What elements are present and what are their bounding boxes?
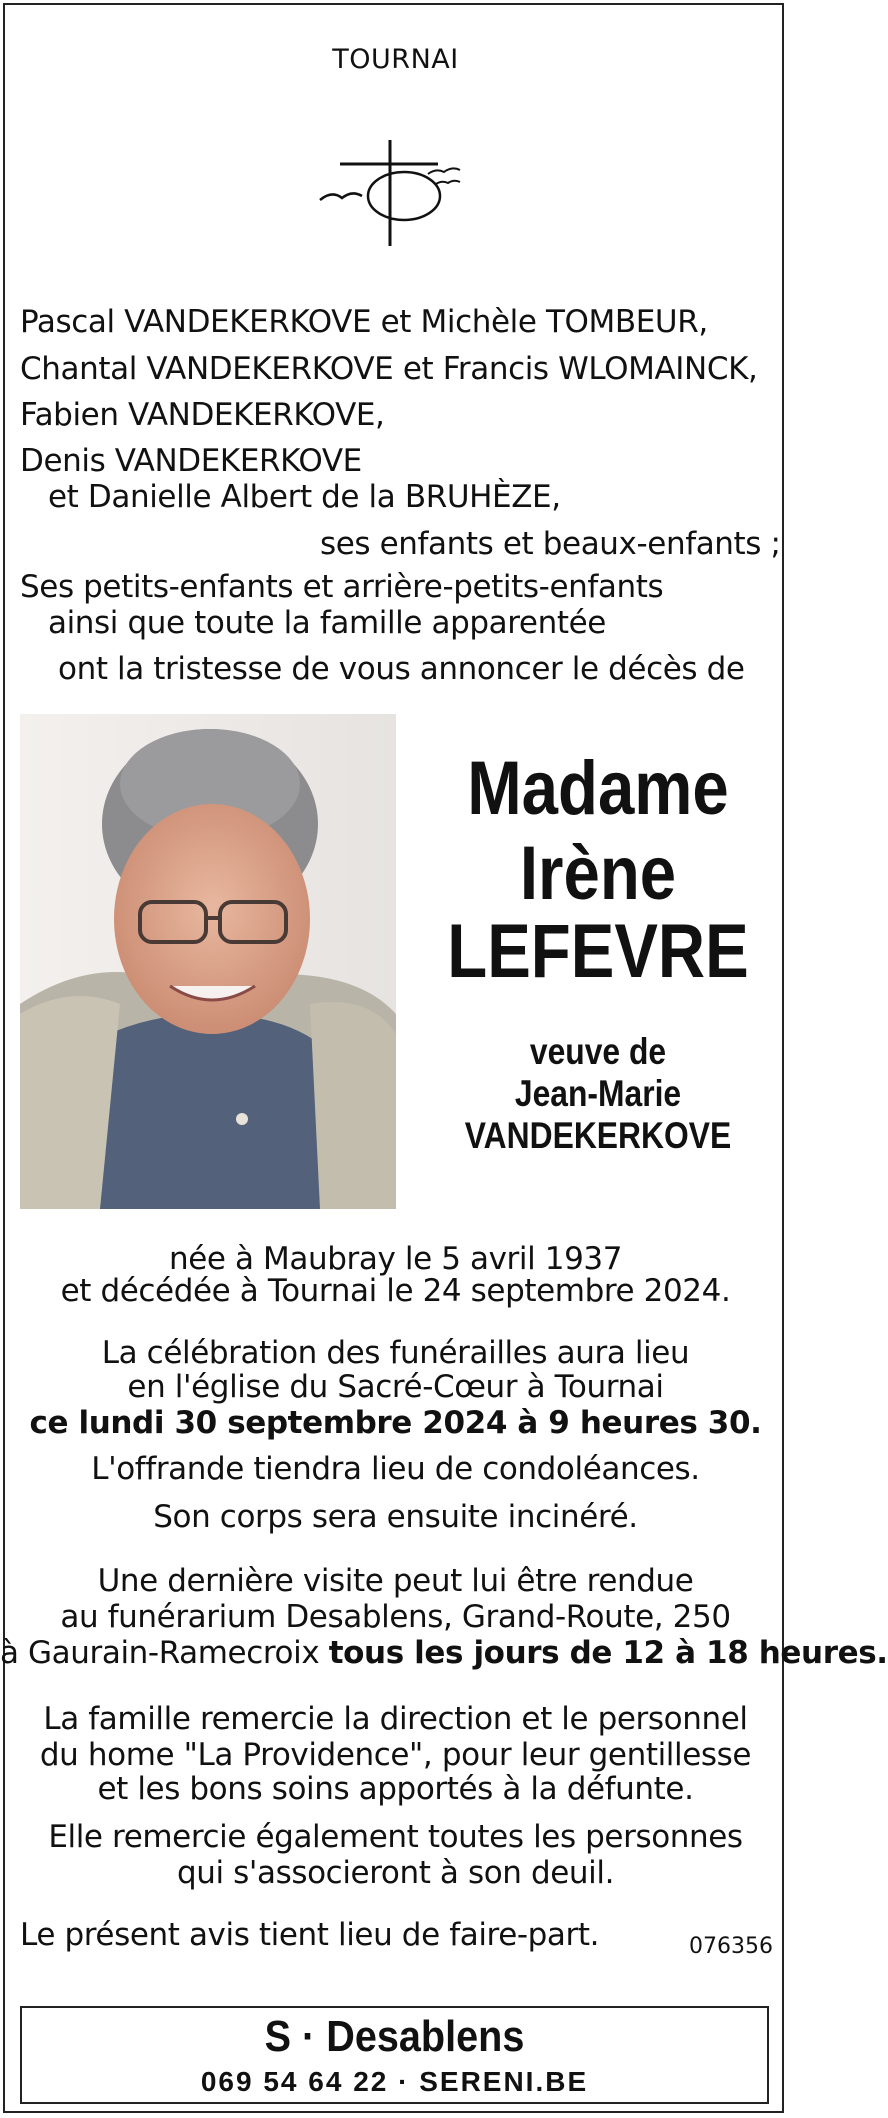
funeral-home-footer [20,2006,769,2104]
funeral-home-brand: S · Desablens [264,2012,525,2061]
offering-line: L'offrande tiendra lieu de condoléances. [91,1451,700,1487]
family-line-2: Chantal VANDEKERKOVE et Francis WLOMAINCK, [20,351,758,387]
death-line: et décédée à Tournai le 24 septembre 2024. [60,1273,731,1309]
family-line-4: Denis VANDEKERKOVE [20,443,362,479]
family-line-1: Pascal VANDEKERKOVE et Michèle TOMBEUR, [20,304,708,340]
portrait-photo [20,714,396,1209]
reference-number: 076356 [689,1934,773,1959]
thanks-line-3: et les bons soins apportés à la défunte. [97,1771,694,1807]
faire-part-notice: Le présent avis tient lieu de faire-part. [20,1917,600,1953]
cremation-line: Son corps sera ensuite incinéré. [153,1499,638,1535]
family-line-3: Fabien VANDEKERKOVE, [20,397,385,433]
deceased-first-name: Irène [519,831,677,916]
thanks-line-1: La famille remercie la direction et le personnel [43,1701,748,1737]
visit-line-1: Une dernière visite peut lui être rendue [97,1563,694,1599]
ceremony-date: ce lundi 30 septembre 2024 à 9 heures 30. [29,1405,762,1441]
ceremony-line-2: en l'église du Sacré-Cœur à Tournai [127,1369,664,1405]
birth-line: née à Maubray le 5 avril 1937 [168,1241,623,1277]
visit-line-2: au funérarium Desablens, Grand-Route, 250 [60,1599,731,1635]
visit-hours: tous les jours de 12 à 18 heures. [328,1635,888,1671]
visit-place: à Gaurain-Ramecroix [0,1635,329,1671]
ceremony-line-1: La célébration des funérailles aura lieu [101,1335,690,1371]
widow-line-2: Jean-Marie [514,1073,682,1114]
funeral-home-contact: 069 54 64 22 · SERENI.BE [200,2066,589,2097]
family-line-7: Ses petits-enfants et arrière-petits-enfants [20,569,664,605]
widow-line-1: veuve de [529,1031,667,1072]
deceased-last-name: LEFEVRE [447,909,749,994]
deceased-title: Madame [467,746,729,831]
cross-with-birds-icon [318,140,478,256]
widow-line-3: VANDEKERKOVE [464,1115,732,1156]
thanks-line-4: Elle remercie également toutes les personnes [48,1819,743,1855]
thanks-line-5: qui s'associeront à son deuil. [176,1855,615,1891]
family-line-6: ses enfants et beaux-enfants ; [320,526,781,562]
city-heading: TOURNAI [332,44,459,75]
visit-line-3 [0,1634,888,1672]
family-line-9: ont la tristesse de vous annoncer le décès de [58,651,745,687]
thanks-line-2: du home "La Providence", pour leur gentillesse [39,1737,752,1773]
family-line-5: et Danielle Albert de la BRUHÈZE, [48,479,561,515]
family-line-8: ainsi que toute la famille apparentée [48,605,606,641]
